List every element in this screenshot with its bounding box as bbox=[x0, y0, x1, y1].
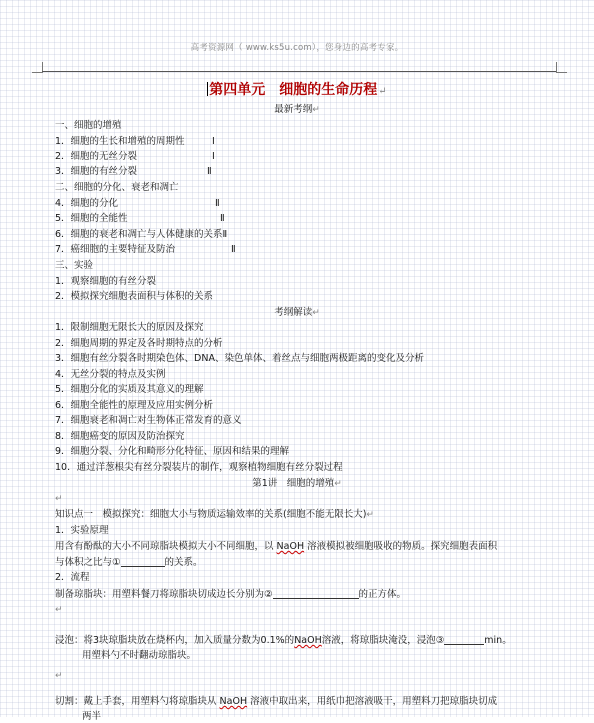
lecture-heading: 第1讲 细胞的增殖↵ bbox=[252, 478, 342, 489]
outline-item: 2．模拟探究细胞表面积与体积的关系 bbox=[55, 291, 214, 302]
outline-item: 5．细胞的全能性 Ⅱ bbox=[55, 213, 225, 224]
newest-outline-heading: 最新考纲↵ bbox=[274, 104, 320, 115]
outline-item: 3．细胞的有丝分裂 Ⅱ bbox=[55, 166, 212, 177]
outline-item: 1．观察细胞的有丝分裂 bbox=[55, 276, 157, 287]
body-text: 用塑料勺不时翻动琼脂块。 bbox=[82, 650, 197, 661]
outline-item: 二、细胞的分化、衰老和凋亡 bbox=[55, 182, 179, 193]
outline-item: 4．细胞的分化 Ⅱ bbox=[55, 198, 220, 209]
body-text: 切割：戴上手套，用塑料勺将琼脂块从 NaOH 溶液中取出来，用纸巾把溶液吸干，用塑料刀把琼脂块切成 bbox=[55, 696, 498, 707]
body-text: 制备琼脂块：用塑料餐刀将琼脂块切成边长分别为② 的正方体。 bbox=[55, 589, 407, 600]
header-rule bbox=[42, 71, 556, 72]
interpretation-item: 6．细胞全能性的原理及应用实例分析 bbox=[55, 400, 214, 411]
interpretation-item: 3．细胞有丝分裂各时期染色体、DNA、染色单体、着丝点与细胞两极距离的变化及分析 bbox=[55, 353, 424, 364]
interpretation-item: 10．通过洋葱根尖有丝分裂装片的制作，观察植物细胞有丝分裂过程 bbox=[55, 462, 343, 473]
outline-item: 2．细胞的无丝分裂 Ⅰ bbox=[55, 151, 215, 162]
interpretation-item: 4．无丝分裂的特点及实例 bbox=[55, 369, 166, 380]
interpretation-item: 1．限制细胞无限长大的原因及探究 bbox=[55, 322, 204, 333]
body-text: 浸泡：将3块琼脂块放在烧杯内，加入质量分数为0.1%的NaOH溶液，将琼脂块淹没，浸泡③ min。 bbox=[55, 635, 512, 646]
outline-item: 一、细胞的增殖 bbox=[55, 120, 122, 131]
empty-paragraph: ↵ bbox=[55, 671, 63, 681]
outline-item: 1．细胞的生长和增殖的周期性 Ⅰ bbox=[55, 136, 215, 147]
empty-paragraph: ↵ bbox=[55, 494, 63, 504]
outline-item: 三、实验 bbox=[55, 260, 94, 271]
empty-paragraph: ↵ bbox=[55, 605, 63, 615]
interpretation-item: 9．细胞分裂、分化和畸形分化特征、原因和结果的理解 bbox=[55, 446, 290, 457]
unit-title: 第四单元 细胞的生命历程↵ bbox=[209, 82, 387, 98]
answer-blank[interactable] bbox=[273, 588, 359, 599]
body-text: 与体积之比与① 的关系。 bbox=[55, 557, 203, 568]
interpretation-item: 2．细胞周期的界定及各时期特点的分析 bbox=[55, 338, 223, 349]
section-title: 1．实验原理 bbox=[55, 525, 109, 536]
answer-blank[interactable] bbox=[121, 556, 165, 567]
knowledge-point-title: 知识点一 模拟探究：细胞大小与物质运输效率的关系(细胞不能无限长大)↵ bbox=[55, 509, 374, 520]
section-title: 2．流程 bbox=[55, 572, 90, 583]
outline-item: 6．细胞的衰老和凋亡与人体健康的关系Ⅱ bbox=[55, 229, 228, 240]
interpretation-item: 8．细胞癌变的原因及防治探究 bbox=[55, 431, 185, 442]
body-text: 两半 bbox=[82, 711, 102, 722]
interpretation-item: 7．细胞衰老和凋亡对生物体正常发育的意义 bbox=[55, 415, 242, 426]
outline-item: 7．癌细胞的主要特征及防治 Ⅱ bbox=[55, 244, 236, 255]
interpretation-heading: 考纲解读↵ bbox=[274, 307, 320, 318]
answer-blank[interactable] bbox=[444, 634, 484, 645]
body-text: 用含有酚酞的大小不同琼脂块模拟大小不同细胞，以 NaOH 溶液模拟被细胞吸收的物质。探究细胞表面积 bbox=[55, 541, 498, 552]
margin-corner-right bbox=[556, 62, 567, 73]
interpretation-item: 5．细胞分化的实质及其意义的理解 bbox=[55, 384, 204, 395]
page-header: 高考资源网（ www.ks5u.com），您身边的高考专家。 bbox=[190, 43, 404, 53]
